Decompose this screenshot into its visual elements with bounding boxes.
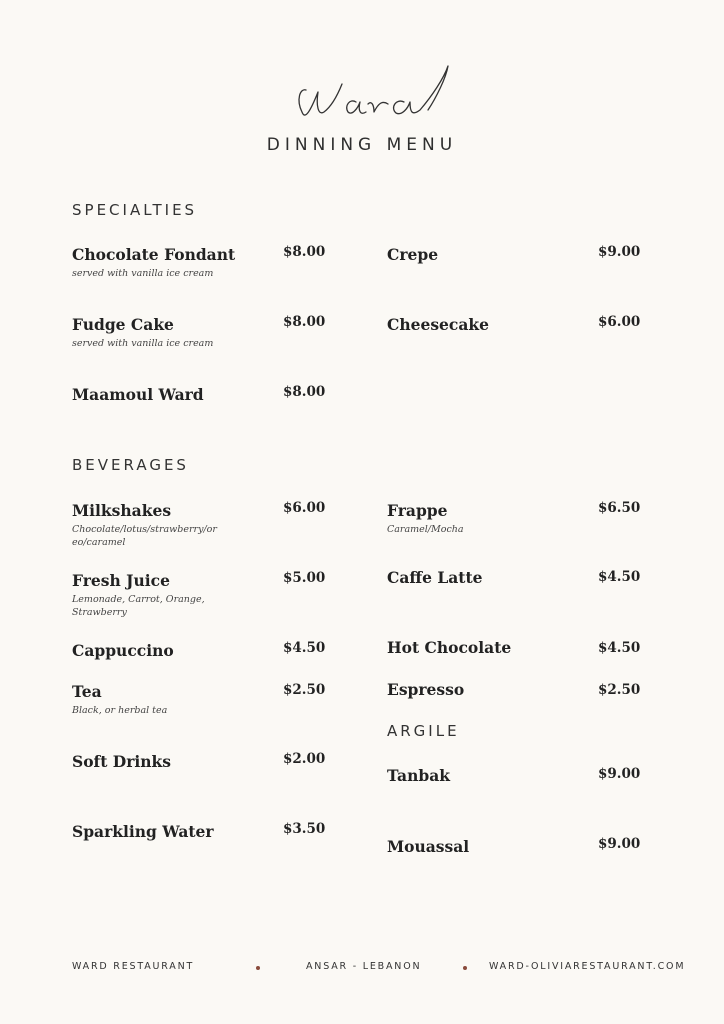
item-name: Hot Chocolate — [387, 638, 512, 657]
item-name: Maamoul Ward — [72, 385, 204, 404]
item-price: $5.00 — [283, 570, 326, 586]
section-title-argile: ARGILE — [387, 722, 460, 740]
item-name: Frappe — [387, 501, 448, 520]
item-price: $9.00 — [598, 766, 641, 782]
item-name: Mouassal — [387, 837, 470, 856]
item-description: served with vanilla ice cream — [72, 338, 214, 349]
item-price: $2.00 — [283, 751, 326, 767]
item-price: $4.50 — [598, 569, 641, 585]
footer-restaurant-name: WARD RESTAURANT — [72, 961, 195, 972]
item-name: Chocolate Fondant — [72, 245, 236, 264]
item-description: Black, or herbal tea — [72, 705, 168, 716]
section-title-beverages: BEVERAGES — [72, 456, 189, 474]
item-price: $6.50 — [598, 500, 641, 516]
footer-location: ANSAR - LEBANON — [306, 961, 422, 972]
item-name: Fudge Cake — [72, 315, 174, 334]
item-name: Tanbak — [387, 766, 450, 785]
item-name: Cheesecake — [387, 315, 489, 334]
item-price: $4.50 — [283, 640, 326, 656]
footer-website[interactable]: WARD-OLIVIARESTAURANT.COM — [489, 961, 686, 972]
item-name: Tea — [72, 682, 102, 701]
item-name: Caffe Latte — [387, 568, 483, 587]
item-price: $9.00 — [598, 836, 641, 852]
item-name: Fresh Juice — [72, 571, 170, 590]
footer-separator-dot — [463, 966, 467, 970]
item-name: Espresso — [387, 680, 465, 699]
item-price: $8.00 — [283, 384, 326, 400]
item-name: Cappuccino — [72, 641, 174, 660]
menu-subtitle: DINNING MENU — [266, 135, 458, 155]
item-price: $3.50 — [283, 821, 326, 837]
footer-separator-dot — [256, 966, 260, 970]
item-name: Soft Drinks — [72, 752, 171, 771]
item-price: $6.00 — [598, 314, 641, 330]
section-title-specialties: SPECIALTIES — [72, 201, 198, 219]
item-price: $8.00 — [283, 244, 326, 260]
item-description: Chocolate/lotus/strawberry/or eo/caramel — [72, 524, 217, 548]
item-price: $6.00 — [283, 500, 326, 516]
item-description: served with vanilla ice cream — [72, 268, 214, 279]
item-price: $9.00 — [598, 244, 641, 260]
ward-script-logo — [0, 50, 724, 135]
item-description: Caramel/Mocha — [387, 524, 464, 535]
item-name: Milkshakes — [72, 501, 172, 520]
item-price: $8.00 — [283, 314, 326, 330]
item-description: Lemonade, Carrot, Orange, Strawberry — [72, 594, 205, 618]
item-price: $2.50 — [598, 682, 641, 698]
item-name: Sparkling Water — [72, 822, 214, 841]
item-price: $2.50 — [283, 682, 326, 698]
item-name: Crepe — [387, 245, 439, 264]
item-price: $4.50 — [598, 640, 641, 656]
